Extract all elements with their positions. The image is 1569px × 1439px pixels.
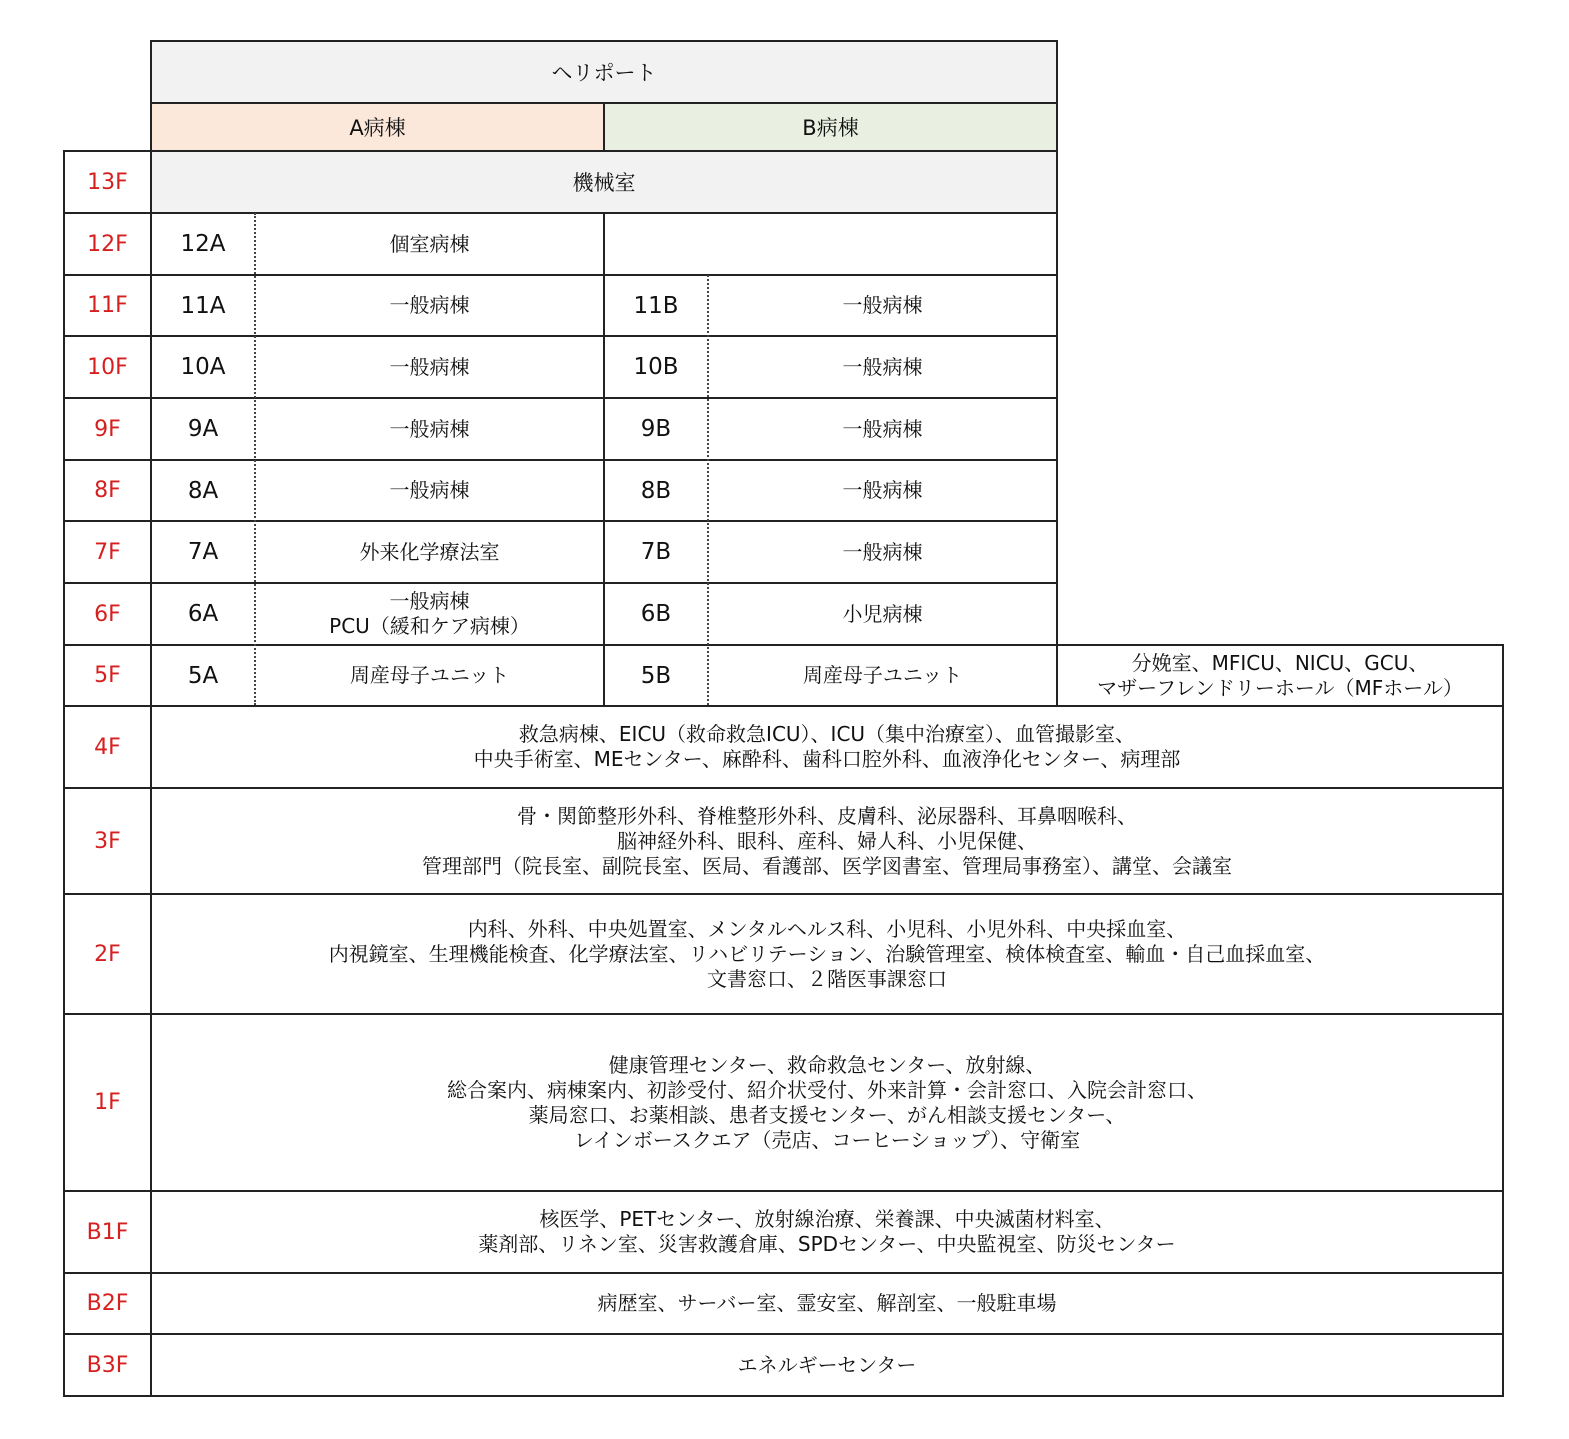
grid-line <box>150 40 152 1397</box>
floor-label-4f: 4F <box>94 734 121 760</box>
ward-name-9b: 一般病棟 <box>842 416 923 441</box>
ward-name-7b: 一般病棟 <box>842 539 923 564</box>
grid-line <box>63 150 1058 152</box>
floor-label-b3f: B3F <box>86 1352 129 1378</box>
ward-name-5a: 周産母子ユニット <box>349 663 510 687</box>
ward-name-10a: 一般病棟 <box>389 354 470 379</box>
dotted-separator <box>707 275 709 705</box>
grid-line <box>63 705 1504 707</box>
heliport-cell <box>151 41 1057 103</box>
ward-code-11b: 11B <box>633 292 679 319</box>
floor-5f-extra-facilities: 分娩室、MFICU、NICU、GCU、 マザーフレンドリーホール（MFホール） <box>1097 650 1463 700</box>
machine-room-cell <box>151 151 1057 213</box>
ward-code-9b: 9B <box>640 416 672 442</box>
floor-label-9f: 9F <box>94 416 121 442</box>
ward-name-9a: 一般病棟 <box>389 416 470 441</box>
ward-name-6a: 一般病棟 PCU（緩和ケア病棟） <box>329 589 530 638</box>
ward-code-11a: 11A <box>180 292 226 319</box>
grid-line <box>63 150 65 1397</box>
grid-line <box>63 274 1058 276</box>
ward-code-7b: 7B <box>640 539 672 565</box>
ward-code-6b: 6B <box>640 601 672 627</box>
ward-a-label: A病棟 <box>349 116 406 140</box>
dotted-separator <box>254 213 256 705</box>
floor-label-b1f: B1F <box>86 1219 129 1245</box>
grid-line <box>63 459 1058 461</box>
ward-b-label: B病棟 <box>802 116 859 140</box>
floor-label-10f: 10F <box>87 354 128 380</box>
ward-name-6b: 小児病棟 <box>842 601 923 626</box>
grid-line <box>63 1190 1504 1192</box>
ward-code-10a: 10A <box>180 354 226 380</box>
machine-room-label: 機械室 <box>572 171 636 195</box>
floor-label-7f: 7F <box>94 539 121 565</box>
ward-name-8a: 一般病棟 <box>389 478 470 502</box>
floor-b1f-facilities: 核医学、PETセンター、放射線治療、栄養課、中央滅菌材料室、 薬剤部、リネン室、災害救護倉庫、SPDセンター、中央監視室、防災センター <box>478 1207 1176 1256</box>
grid-line <box>603 102 605 151</box>
floor-label-2f: 2F <box>94 941 121 967</box>
floor-label-5f: 5F <box>94 663 121 688</box>
floor-label-6f: 6F <box>94 601 121 627</box>
grid-line <box>63 335 1058 337</box>
floor-label-8f: 8F <box>94 478 121 503</box>
floor-label-b2f: B2F <box>86 1291 129 1316</box>
grid-line <box>63 582 1058 584</box>
ward-name-11a: 一般病棟 <box>389 293 470 317</box>
ward-code-10b: 10B <box>633 354 679 380</box>
floor-4f-facilities: 救急病棟、EICU（救命救急ICU）、ICU（集中治療室）、血管撮影室、 中央手術室、MEセンター、麻酔科、歯科口腔外科、血液浄化センター、病理部 <box>473 722 1181 771</box>
ward-code-8a: 8A <box>187 477 219 504</box>
ward-name-10b: 一般病棟 <box>842 354 923 379</box>
ward-code-6a: 6A <box>187 601 219 627</box>
ward-name-8b: 一般病棟 <box>842 478 923 502</box>
grid-line <box>63 1395 1504 1397</box>
ward-code-9a: 9A <box>187 416 219 442</box>
grid-line <box>63 397 1058 399</box>
floor-b2f-facilities: 病歴室、サーバー室、霊安室、解剖室、一般駐車場 <box>597 1291 1057 1315</box>
ward-code-5a: 5A <box>187 662 219 689</box>
floor-2f-facilities: 内科、外科、中央処置室、メンタルヘルス科、小児科、小児外科、中央採血室、 内視鏡室、生理機能検査、化学療法室、リハビリテーション、治験管理室、検体検査室、輸血・自己血採血室、 文書窓口、２階医事課窓口 <box>328 916 1326 991</box>
floor-b3f-facilities: エネルギーセンター <box>737 1352 917 1377</box>
floor-label-12f: 12F <box>87 231 128 257</box>
grid-line <box>63 520 1058 522</box>
floor-label-11f: 11F <box>87 293 128 318</box>
grid-line <box>63 1272 1504 1274</box>
grid-line <box>1502 644 1504 1397</box>
ward-name-7a: 外来化学療法室 <box>359 539 500 564</box>
grid-line <box>63 893 1504 895</box>
ward-a-header <box>151 103 604 151</box>
grid-line <box>63 1013 1504 1015</box>
grid-line <box>63 644 1504 646</box>
floor-label-13f: 13F <box>87 169 128 195</box>
ward-code-12a: 12A <box>180 231 226 257</box>
grid-line <box>63 787 1504 789</box>
ward-code-8b: 8B <box>640 477 672 504</box>
heliport-label: ヘリポート <box>551 61 657 85</box>
floor-3f-facilities: 骨・関節整形外科、脊椎整形外科、皮膚科、泌尿器科、耳鼻咽喉科、 脳神経外科、眼科、産科、婦人科、小児保健、 管理部門（院長室、副院長室、医局、看護部、医学図書室、管理局事務室）、講堂、会議室 <box>422 803 1232 878</box>
ward-name-11b: 一般病棟 <box>842 293 923 317</box>
grid-line <box>603 212 605 706</box>
grid-line <box>1056 40 1058 706</box>
ward-code-5b: 5B <box>640 662 672 689</box>
ward-b-header <box>604 103 1057 151</box>
floor-label-3f: 3F <box>94 828 121 854</box>
grid-line <box>63 212 1058 214</box>
grid-line <box>63 1333 1504 1335</box>
floor-label-1f: 1F <box>94 1090 121 1115</box>
ward-name-12a: 個室病棟 <box>389 231 470 256</box>
floor-1f-facilities: 健康管理センター、救命救急センター、放射線、 総合案内、病棟案内、初診受付、紹介状受付、外来計算・会計窓口、入院会計窓口、 薬局窓口、お薬相談、患者支援センター、がん相談支援センター、 レインボースクエア（売店、コーヒーショップ）、守衛室 <box>447 1052 1207 1152</box>
grid-line <box>150 40 1058 42</box>
ward-name-5b: 周産母子ユニット <box>802 663 963 687</box>
ward-code-7a: 7A <box>187 539 219 565</box>
